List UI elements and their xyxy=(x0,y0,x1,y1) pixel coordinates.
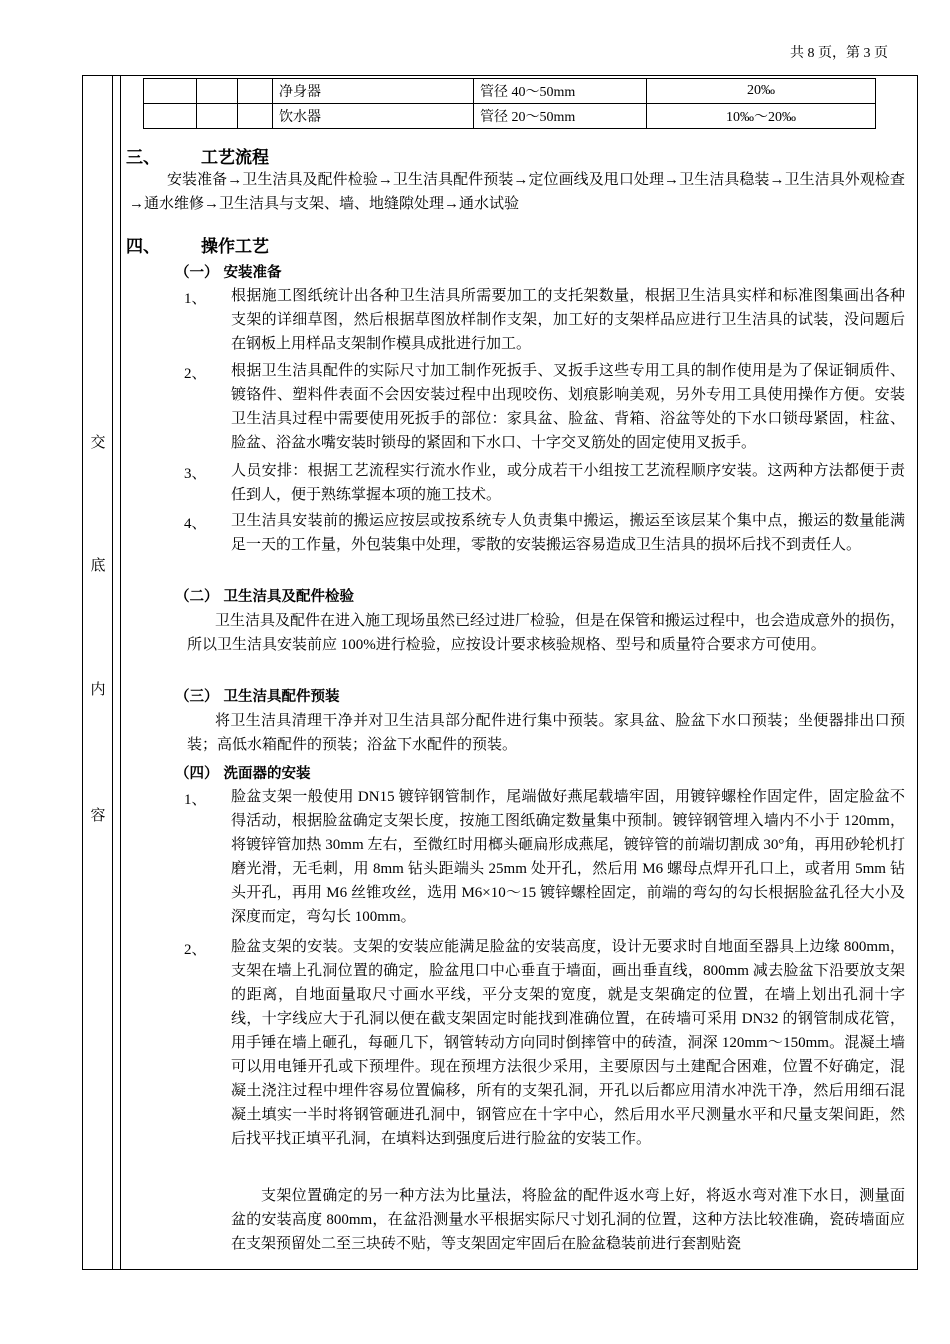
side-label-column xyxy=(83,76,113,1269)
item-number: 3、 xyxy=(184,466,207,482)
item-number: 2、 xyxy=(184,366,207,382)
table-row xyxy=(144,104,876,129)
document-frame xyxy=(82,75,918,1270)
section-number: 四、 xyxy=(126,237,160,257)
item-text: 脸盆支架一般使用 DN15 镀锌钢管制作，尾端做好燕尾载墙牢固，用镀锌螺栓作固定件，固定脸盆不得活动，根据脸盆确定支架长度，按施工图纸确定数量集中预制。镀锌钢管埋入墙内不小于 120mm，将镀锌管加热 30mm 左右，至微红时用榔头砸扁形成燕尾，镀锌管的前端切割成 30°角，再用砂轮机打磨光滑，无毛刺，用 8mm 钻头距端头 25mm 处开孔，然后用 M6 螺母点焊开孔口上，或者用 5mm 钻头开孔，再用 M6 丝锥攻丝，选用 M6×10～15 镀锌螺栓固定，前端的弯勾的勾长根据脸盆孔径大小及深度而定，弯勾长 100mm。 xyxy=(231,789,905,925)
fixture-pipe: 管径 20～50mm xyxy=(474,104,647,129)
item-text: 人员安排：根据工艺流程实行流水作业，或分成若干小组按工艺流程顺序安装。这两种方法都便于责任到人，便于熟练掌握本项的施工技术。 xyxy=(231,463,905,503)
subsection-title: （四） 洗面器的安装 xyxy=(175,766,311,782)
inspection-text: 卫生洁具及配件在进入施工现场虽然已经过进厂检验，但是在保管和搬运过程中，也会造成意外的损伤，所以卫生洁具安装前应 100%进行检验，应按设计要求核验规格、型号和质量符合要求方可使用。 xyxy=(187,613,906,653)
subsection-title: （三） 卫生洁具配件预装 xyxy=(175,689,340,705)
alternative-method-text: 支架位置确定的另一种方法为比量法，将脸盆的配件返水弯上好，将返水弯对准下水日，测量面盆的安装高度 800mm，在盆沿测量水平根据实际尺寸划孔洞的位置，这种方法比较准确，瓷砖墙面应在支架预留处二至三块砖不贴，等支架固定牢固后在脸盆稳装前进行套割贴瓷 xyxy=(231,1188,905,1252)
fixture-slope: 20‰ xyxy=(647,79,876,104)
side-label-char: 容 xyxy=(90,806,106,824)
subsection-title: （二） 卫生洁具及配件检验 xyxy=(175,589,355,605)
item-text: 根据施工图纸统计出各种卫生洁具所需要加工的支托架数量，根据卫生洁具实样和标准图集画出各种支架的详细草图，然后根据草图放样制作支架，加工好的支架样品应进行卫生洁具的试装，没问题后在钢板上用样品支架制作模具成批进行加工。 xyxy=(231,288,905,352)
table-row xyxy=(144,79,876,104)
item-number: 1、 xyxy=(184,291,207,307)
fixture-slope: 10‰～20‰ xyxy=(647,104,876,129)
item-text: 卫生洁具安装前的搬运应按层或按系统专人负责集中搬运，搬运至该层某个集中点，搬运的数量能满足一天的工作量，外包装集中处理，零散的安装搬运容易造成卫生洁具的损坏后找不到责任人。 xyxy=(231,513,905,553)
item-number: 2、 xyxy=(184,942,207,958)
item-text: 根据卫生洁具配件的实际尺寸加工制作死扳手、叉扳手这些专用工具的制作使用是为了保证铜质件、镀铬件、塑料件表面不会因安装过程中出现咬伤、划痕影响美观，另外专用工具使用操作方便。安装卫生洁具过程中需要使用死扳手的部位：家具盆、脸盆、背箱、浴盆等处的下水口锁母紧固，柱盆、脸盆、浴盆水嘴安装时锁母的紧固和下水口、十字交叉筋处的固定使用叉扳手。 xyxy=(231,363,905,451)
fixture-pipe: 管径 40～50mm xyxy=(474,79,647,104)
item-number: 4、 xyxy=(184,516,207,532)
item-number: 1、 xyxy=(184,792,207,808)
fixture-name: 饮水器 xyxy=(273,104,474,129)
side-label-char: 交 xyxy=(90,433,106,451)
section-title: 工艺流程 xyxy=(201,148,269,168)
section-title: 操作工艺 xyxy=(201,237,269,257)
side-label-char: 内 xyxy=(90,680,106,698)
page-info: 共 8 页，第 3 页 xyxy=(790,46,888,61)
fixture-table xyxy=(143,78,876,129)
item-text: 脸盆支架的安装。支架的安装应能满足脸盆的安装高度，设计无要求时自地面至器具上边缘 800mm，支架在墙上孔洞位置的确定，脸盆甩口中心垂直于墙面，画出垂直线，800mm 减去脸盆下沿要放支架的距离，自地面量取尺寸画水平线，平分支架的宽度，就是支架确定的位置，在墙上划出孔洞十字线，十字线应大于孔洞以便在截支架固定时能找到准确位置，在砖墙可采用 DN32 的钢管制成花管，用手锤在墙上砸孔，每砸几下，钢管转动方向同时倒摔管中的砖渣，洞深 120mm～150mm。混凝土墙可以用电锤开孔或下预埋件。现在预埋方法很少采用，主要原因与土建配合困难，位置不好确定，混凝土浇注过程中埋件容易位置偏移，所有的支架孔洞，开孔以后都应用清水冲洗干净，然后用细石混凝土填实一半时将钢管砸进孔洞中，钢管应在十字中心，然后用水平尺测量水平和尺量支架间距，然后找平找正填平孔洞，在填料达到强度后进行脸盆的安装工作。 xyxy=(231,939,905,1147)
fixture-name: 净身器 xyxy=(273,79,474,104)
side-label-char: 底 xyxy=(90,556,106,574)
section-number: 三、 xyxy=(126,148,160,168)
subsection-title: （一） 安装准备 xyxy=(175,265,282,281)
content-area xyxy=(120,76,917,1269)
process-flow-text: 安装准备→卫生洁具及配件检验→卫生洁具配件预装→定位画线及甩口处理→卫生洁具稳装→卫生洁具外观检查→通水维修→卫生洁具与支架、墙、地缝隙处理→通水试验 xyxy=(129,172,905,212)
preassembly-text: 将卫生洁具清理干净并对卫生洁具部分配件进行集中预装。家具盆、脸盆下水口预装；坐便器排出口预装；高低水箱配件的预装；浴盆下水配件的预装。 xyxy=(187,713,905,753)
